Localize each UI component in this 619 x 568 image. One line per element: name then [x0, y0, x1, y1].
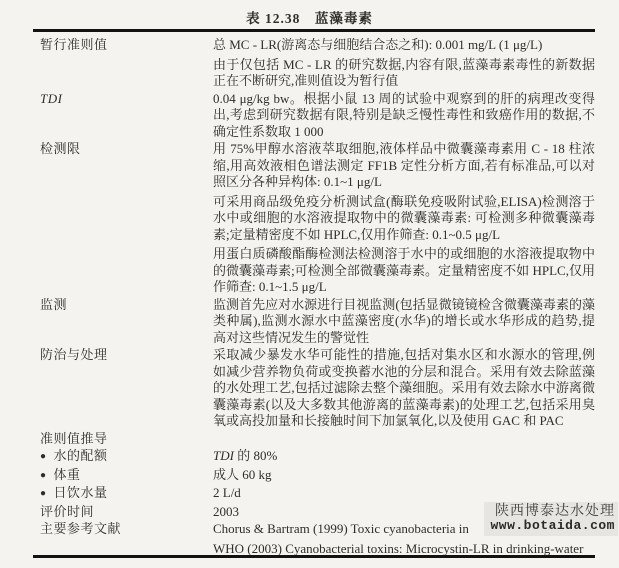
content-water-allocation — [213, 448, 595, 466]
table-row — [40, 448, 595, 466]
content-guideline-derivation — [213, 431, 595, 448]
label-water-allocation — [40, 448, 213, 466]
content-body-weight — [213, 467, 595, 485]
bullet-icon: ● — [40, 451, 47, 462]
table-bottom-rule — [33, 555, 595, 558]
bullet-label-text: 体重 — [53, 466, 81, 482]
paragraph: 用 75%甲醇水溶液萃取细胞,液体样品中微囊藻毒素用 C - 18 柱浓缩,用高效液相色谱法测定 FF1B 定性分析方面,若有标准品,可以对照区分各种异构体: 0.1~1 μg/L — [213, 141, 595, 189]
bullet-label-text: 日饮水量 — [53, 485, 108, 500]
content-daily-water-intake — [213, 485, 595, 503]
label-daily-water-intake — [40, 485, 213, 503]
bullet-label-text: 水的配额 — [53, 448, 108, 463]
label-prevention-treatment: 防治与处理 — [40, 347, 108, 362]
bullet-icon: ● — [40, 469, 47, 481]
paragraph: 0.04 μg/kg bw。根据小鼠 13 周的试验中观察到的肝的病理改变得出,考虑到研究数据有限,特别是缺乏慢性毒性和致癌作用的数据,不确定性系数取 1 000 — [213, 90, 595, 139]
table-row — [40, 297, 595, 347]
label-monitoring: 监测 — [40, 296, 68, 312]
watermark-url-text: www.botaida.com — [490, 518, 615, 533]
table-row — [40, 91, 595, 141]
guideline-table — [40, 37, 595, 558]
paragraph: 2 L/d — [213, 485, 241, 500]
table-row — [40, 485, 595, 503]
paragraph: 由于仅包括 MC - LR 的研究数据,内容有限,蓝藻毒素毒性的新数据正在不断研究,准则值设为暂行值 — [213, 56, 595, 88]
paragraph — [213, 448, 595, 465]
label-tdi: TDI — [40, 90, 63, 106]
paragraph: 监测首先应对水源进行目视监测(包括显微镜镜检含微囊藻毒素的藻类种属),监测水源水中蓝藻密度(水华)的增长或水华形成的趋势,提高对这些情况发生的警觉性 — [213, 296, 595, 345]
watermark — [484, 502, 618, 536]
label-provisional-guideline-value: 暂行准则值 — [40, 37, 108, 52]
watermark-company-text: 陕西博泰达水处理 — [495, 502, 615, 518]
table-top-rule — [33, 29, 595, 32]
label-body-weight — [40, 467, 213, 485]
label-assessment-date: 评价时间 — [40, 503, 95, 519]
content-provisional-guideline-value — [213, 37, 595, 90]
content-monitoring — [213, 297, 595, 347]
table-row — [40, 347, 595, 430]
paragraph: 2003 — [213, 503, 239, 519]
page-title: 表 12.38 蓝藻毒素 — [246, 11, 373, 26]
table-row — [40, 37, 595, 90]
table-row — [40, 431, 595, 448]
label-detection-limit: 检测限 — [40, 141, 81, 156]
paragraph: WHO (2003) Cyanobacterial toxins: Microcystin-LR in drinking-water — [213, 540, 584, 556]
table-row — [40, 467, 595, 485]
paragraph: 可采用商品级免疫分析测试盒(酶联免疫吸附试验,ELISA)检测溶于水中或细胞的水溶液提取物中的微囊藻毒素: 可检测多种微囊藻毒素;定量精密度不如 HPLC,仅用作筛查: 0.1~0.5 μg/L — [213, 193, 595, 242]
paragraph: 总 MC - LR(游离态与细胞结合态之和): 0.001 mg/L (1 μg/L) — [213, 37, 543, 52]
paragraph: 采取减少暴发水华可能性的措施,包括对集水区和水源水的管理,例如减少营养物负荷或变换蓄水池的分层和混合。采用有效去除蓝藻的水处理工艺,包括过滤除去整个藻细胞。采用有效去除水中游离微囊藻毒素(以及大多数其他游离的蓝藻毒素)的处理工艺,包括采用臭氧或高投加量和长接触时间下加氯氧化,以及使用 GAC 和 PAC — [213, 347, 595, 428]
bullet-icon: ● — [40, 488, 47, 499]
content-tdi — [213, 91, 595, 141]
label-guideline-derivation: 准则值推导 — [40, 430, 108, 446]
table-row — [40, 141, 595, 296]
paragraph: Chorus & Bartram (1999) Toxic cyanobacteria in — [213, 521, 469, 536]
content-prevention-treatment — [213, 347, 595, 430]
paragraph: 成人 60 kg — [213, 466, 272, 482]
value-text: 的 80% — [233, 448, 278, 463]
label-main-references: 主要参考文献 — [40, 521, 122, 536]
tdi-italic-text: TDI — [213, 448, 234, 463]
content-detection-limit — [213, 141, 595, 296]
paragraph: 用蛋白质磷酸酯酶检测法检测溶于水中的或细胞的水溶液提取物中的微囊藻毒素;可检测全部微囊藻毒素。定量精密度不如 HPLC,仅用作筛查: 0.1~1.5 μg/L — [213, 246, 595, 294]
